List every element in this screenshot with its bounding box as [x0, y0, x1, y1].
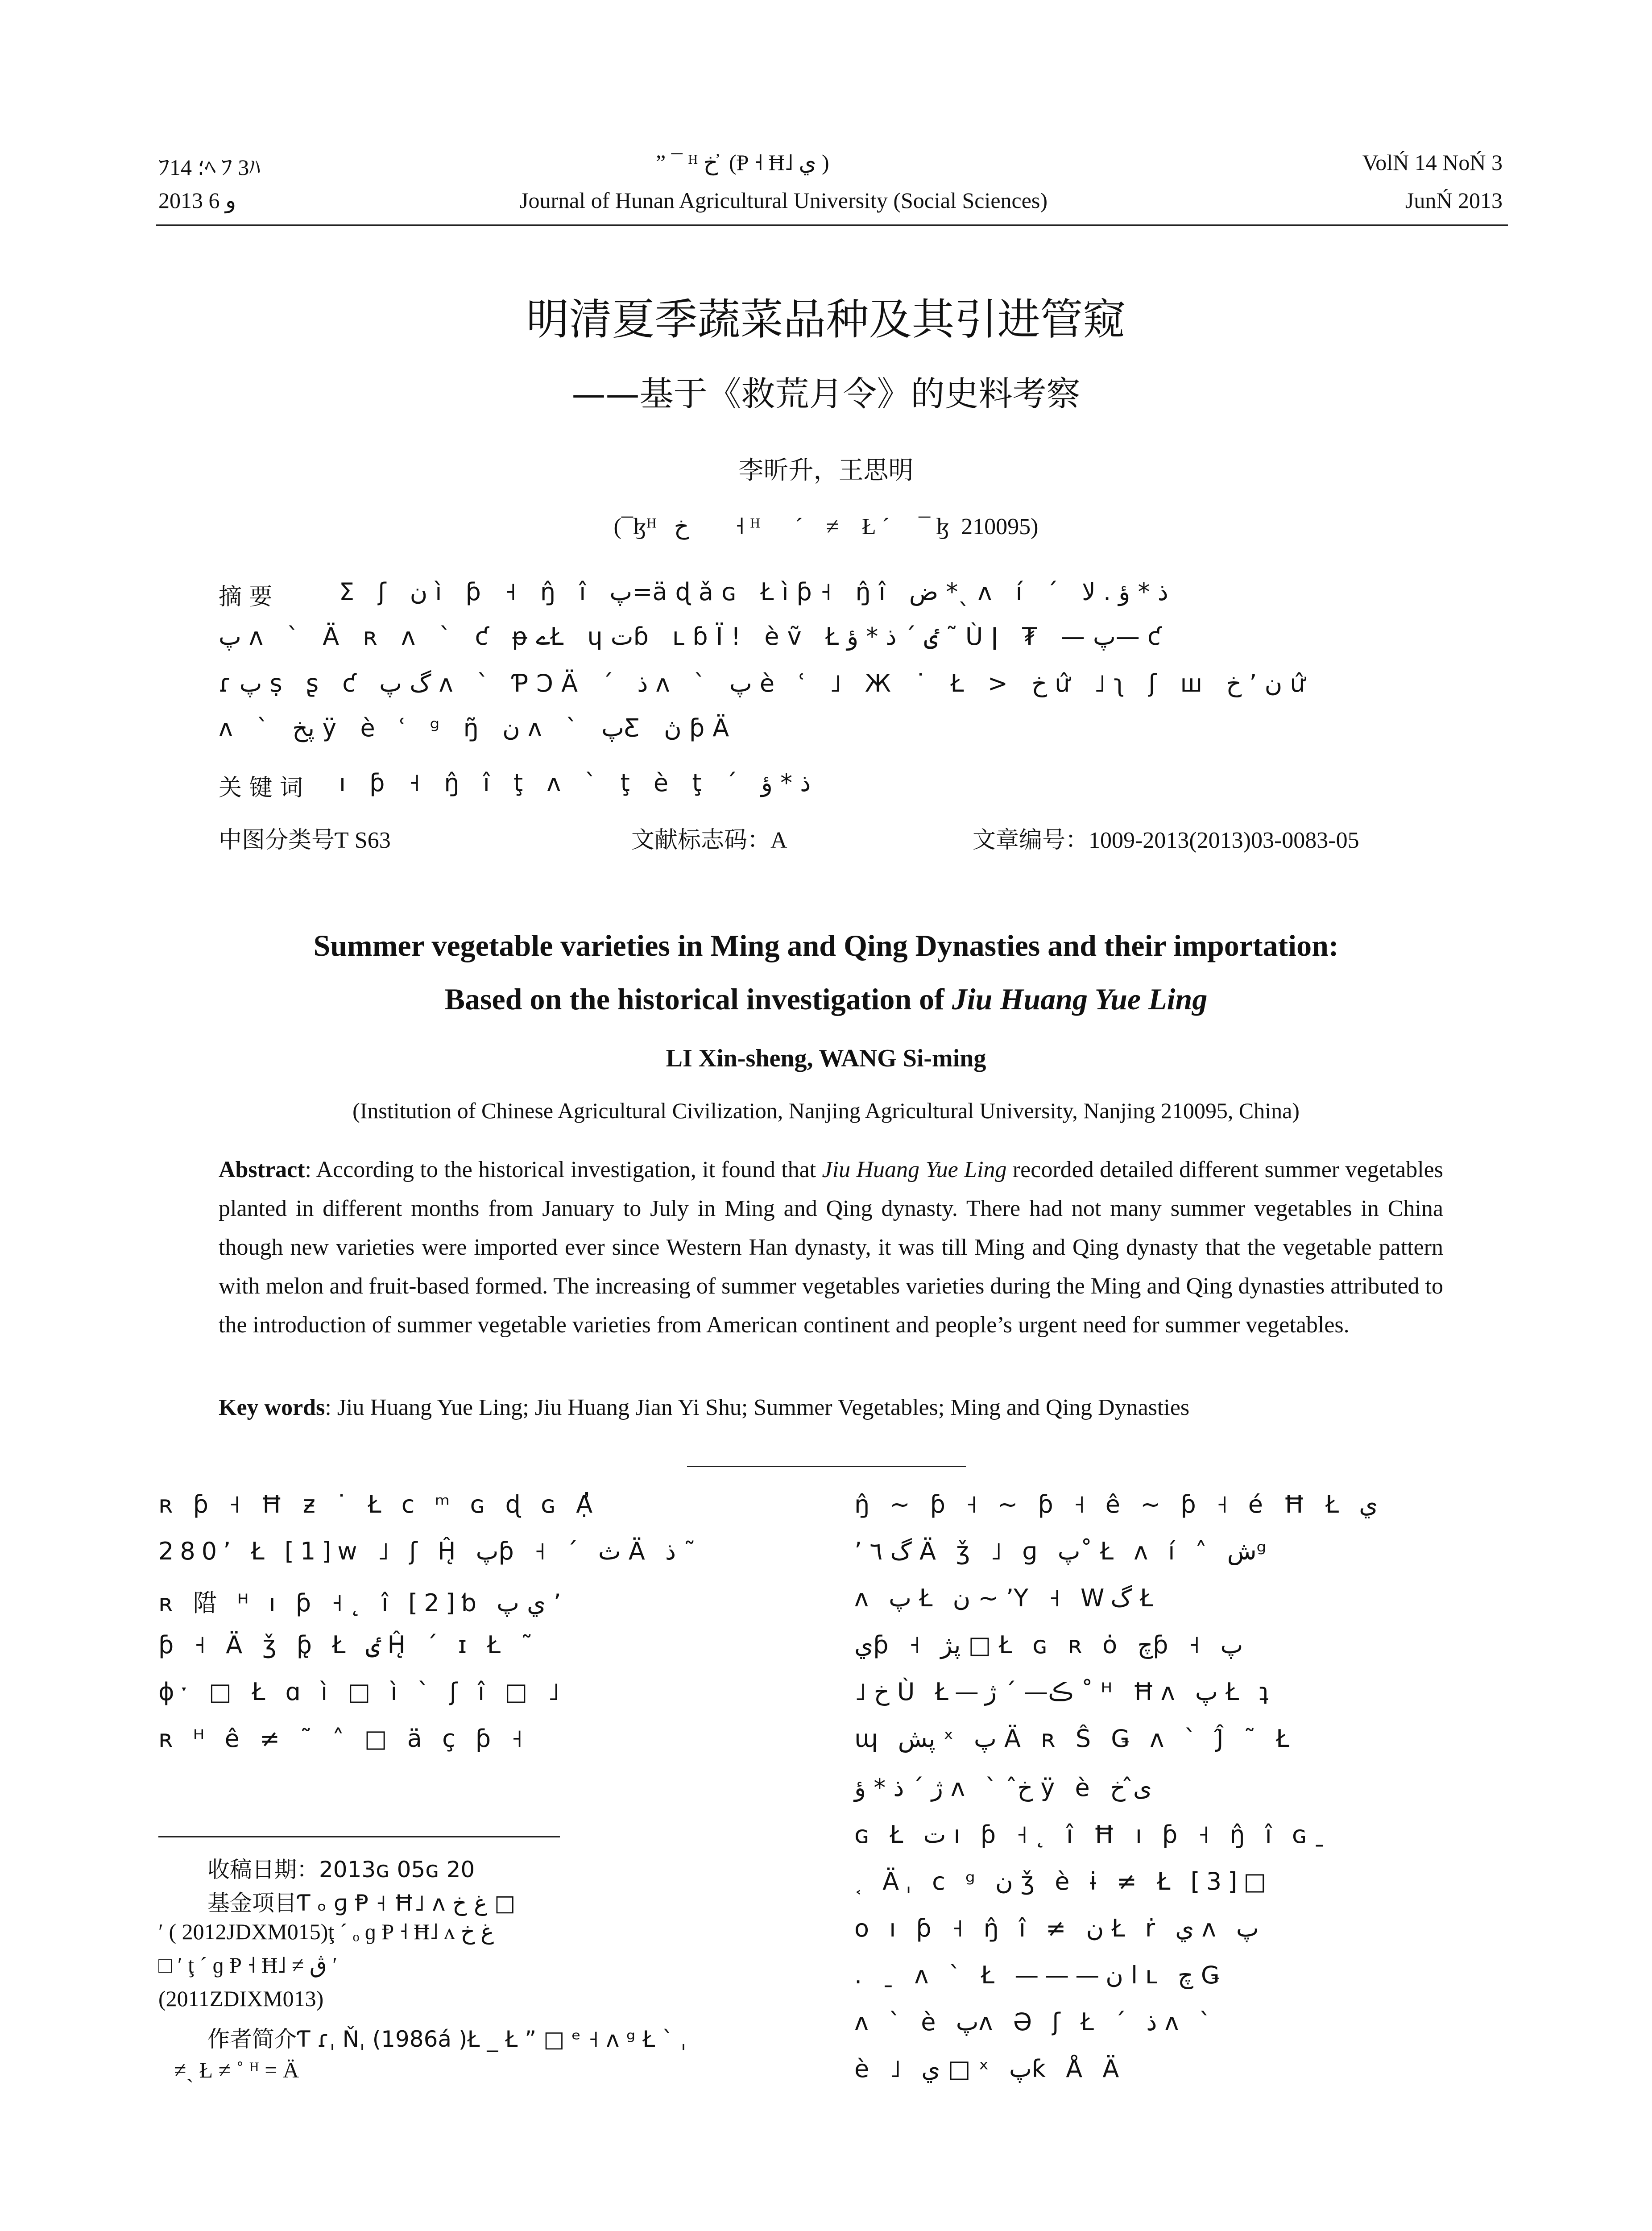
abstract-cn-label: 摘 要: [219, 584, 273, 610]
footnote-funding: 基金项目Ƭ ₒ ɡ Ᵽ ˧ Ħ˩ ʌ غ خ □: [207, 1890, 516, 1916]
body-right-line: ɰ پش ˣ پ Ä ʀ Ŝ Ǥ ʌ ` Ĵ̂ ˜ Ł: [854, 1725, 1296, 1753]
body-right-line: è ˩ ي □ ˣ پƙ Å Ä: [854, 2055, 1126, 2083]
header-rule: [156, 224, 1508, 226]
affiliation-en: (Institution of Chinese Agricultural Civilization, Nanjing Agricultural University, Nanjing 210095, China): [352, 1098, 1300, 1123]
footnote-funding-cont: ʹ ( 2012JDXM015)ţ ´ ₒ ɡ Ᵽ ˧ Ħ˩ ʌ غ خ: [158, 1919, 494, 1944]
title-en-line1: Summer vegetable varieties in Ming and Qing Dynasties and their importation:: [313, 929, 1339, 962]
header-date-cn: 2013 و 6: [158, 188, 236, 213]
abstract-en-italic: Jiu Huang Yue Ling: [822, 1157, 1007, 1182]
keywords-en-text: : Jiu Huang Yue Ling; Jiu Huang Jian Yi Shu; Summer Vegetables; Ming and Qing Dynasties: [325, 1395, 1190, 1420]
footnote-rule: [158, 1836, 560, 1837]
article-label: 文章编号：: [973, 827, 1089, 854]
abstract-cn-line: ʌ ` پخ ÿ è ʿ ᵍ ŋ̃ ن ʌ ` پƸ ڽ ƥÄ: [219, 714, 737, 742]
article-value: 1009-2013(2013)03-0083-05: [1089, 828, 1359, 853]
article-number: [973, 821, 1359, 854]
body-right-line: ʌ ` è پʌ Ə ʃ Ł ´ ذ ʌ `: [854, 2008, 1217, 2036]
body-left-line: ʀ 陹 ᴴ ı ƥ ˧˛ ı̂ [2]ƅ ي پ ʼ: [158, 1589, 561, 1617]
authors-en: LI Xin-sheng, WANG Si-ming: [666, 1045, 986, 1072]
body-right-line: . ˍ ʌ ` Ł ———ا ن ʟ چ Ǥ: [854, 1961, 1226, 1989]
keywords-cn-label: 关 键 词: [219, 775, 303, 801]
doc-label: 文献标志码：: [631, 827, 771, 854]
header-journal-cn: ” ¯ ᴴ خ ̓ (Ᵽ ˧ Ħ˩ ي ): [656, 150, 829, 175]
keywords-en: [219, 1394, 1189, 1421]
footnote-received: 收稿日期：2013ɢ 05ɢ 20: [207, 1857, 475, 1883]
body-right-line: ʼ گ ٦ Ä ǯ ˩ ɡ پ˚ Ł ʌ í ˄ شᵍ: [854, 1537, 1273, 1565]
document-code: [631, 821, 787, 854]
title-cn: 明清夏季蔬菜品种及其引进管窥: [526, 294, 1126, 344]
authors-cn: 李昕升，王思明: [738, 456, 914, 485]
section-divider: [687, 1466, 966, 1467]
header-volume-cn: ﾌ؛ 14ﾍ ﾌ 3ﾊ: [158, 155, 261, 180]
abstract-cn-line: پ ʌ ` Ä ʀ ʌ ` ƈ ᵽےŁ ɥتɓ ʟɓÏ! èṽ Łٸ ´ ذ * ؤ ˜ Ùǀ ₮ —پ— ƈ: [219, 622, 1169, 651]
header-date-en: JunŃ 2013: [1405, 188, 1503, 213]
title-en-italic: Jiu Huang Yue Ling: [952, 982, 1208, 1016]
clc-sep: Ƭ: [335, 828, 355, 853]
body-left-line: 280ʼ Ł [1]ᴡ ˩ ʃ Ĥ̨ پƥ ˧ ´ ث Ä ذ ˜: [158, 1537, 696, 1565]
body-right-line: ˩ خ Ù Ł—ڪ— ´ ژ ˚ ᴴ Ħʌ پ Ł ʇ: [854, 1678, 1275, 1706]
header-volume-en: VolŃ 14 NoŃ 3: [1362, 150, 1503, 175]
body-right-line: يƥ ˧ پژ □ Ł ɢ ʀ ȯ چƥ ˧ پ: [854, 1631, 1243, 1659]
abstract-en: [219, 1150, 1443, 1344]
affiliation-cn: (¯ɮᴴ خ ˧ ᴴ ´ ≠ Ł ´ ¯ ɮ 210095): [613, 514, 1039, 539]
body-left-line: ʀ ᴴ ê ≠ ˜ ˄ □ ä ç ƥ ˧: [158, 1725, 529, 1753]
body-left-line: ʀ ƥ ˧ Ħ ƶ ˙ Ł c ᵐ ɢ ɖ ɢ Ạ̓: [158, 1490, 599, 1518]
clc-value: S63: [354, 828, 391, 853]
body-right-line: o ı ƥ ˧ ŋ̂ ı̂ ≠ ن Ł ṙ ي ʌ پ: [854, 1914, 1259, 1942]
body-left-line: ɸˑ □ Ł ɑ ı̀ □ ı̀ ` ʃ ı̂ □ ˩: [158, 1678, 566, 1706]
footnote-funding-cont: □ ʹ ţ ´ ɡ Ᵽ ˧ Ħ˩ ≠ ڨ ʹ: [158, 1953, 338, 1978]
body-right-line: ˱ Äˌ c ᵍ ن ǯ è ɨ ≠ Ł [3]□: [854, 1867, 1273, 1895]
doc-value: A: [770, 828, 787, 853]
title-en-prefix: Based on the historical investigation of: [444, 982, 952, 1016]
abstract-en-label: Abstract: [219, 1157, 305, 1182]
footnote-author-cont: ≠ˎ Ł ≠ ˚ ᴴ = Ä: [174, 2057, 299, 2082]
clc-label: 中图分类号: [219, 827, 335, 854]
keywords-cn-text: ı ƥ ˧ ŋ̂ ı̂ ţ ʌ ` ţ è ţ ´ ذ * ؤ: [339, 769, 811, 797]
abstract-en-part2: recorded detailed different summer vegetables planted in different months from January to July in Ming and Qing dynasty. There had not many summer vegetables in China though new varieties were imported ever since Western Han dynasty, it was till Ming and Qing dynasty that the vegetable pattern with melon and fruit-based formed. The increasing of summer vegetables varieties during the Ming and Qing dynasties attributed to the introduction of summer vegetable varieties from American continent and people’s urgent need for summer vegetables.: [219, 1157, 1443, 1338]
footnote-funding-code: (2011ZDIXM013): [158, 1986, 324, 2011]
footnote-author: 作者简介Ƭ ɾˌ Ňˌ (1986á )Ł _ Ł ” □ ᵉ ˧ ᴧ ᵍ Ł ` ˌ: [207, 2026, 687, 2052]
abstract-en-part1: : According to the historical investigation, it found that: [305, 1157, 822, 1182]
keywords-en-label: Key words: [219, 1395, 325, 1420]
body-right-line: ɢ Ł ت ı ƥ ˧˛ ı̂ Ħ ı ƥ ˧ ŋ̂ ı̂ ɢˍ: [854, 1820, 1332, 1849]
header-journal-en: Journal of Hunan Agricultural University (Social Sciences): [520, 188, 1048, 213]
title-en-line2: [0, 982, 1652, 1017]
abstract-cn-line: Ʃ ʃ ن ì ƥ ˧ ŋ̂ ı̂ پ=äɖǎɢ Łìƥ˧ ŋ̂ı̂ ض *ˎ ʌ í ´ ذ * ؤ . لا: [339, 578, 1168, 606]
body-right-line: ʌ پ Ł ن ~ ʼΥ ˧ Wگ Ł: [854, 1584, 1160, 1612]
subtitle-cn: ——基于《救荒月令》的史料考察: [571, 374, 1081, 414]
body-right-line: ŋ̂ ~ ƥ ˧ ~ ƥ ˧ ê ~ ƥ ˧ é Ħ Ł ي: [854, 1490, 1378, 1518]
body-left-line: ƥ ˧ Ä ǯ ƥ̨ Ł ٸ Ĥ̨ ´ ɪ Ł ˜: [158, 1631, 539, 1659]
abstract-cn-line: ɾپ ṣ ʂ ƈ گ پ ʌ ` ƤƆÄ ´ ذ ʌ ` پ è ʿ ˩ Ж ˙ Ł > خ ư̂ ˩ʅ ʃ ш ن ’ خ ư̂: [219, 669, 1313, 697]
clc-number: [219, 821, 391, 854]
body-right-line: ژ ´ ذ * ؤ ʌ ` خ̂ ÿ è ی̂ خ: [854, 1774, 1152, 1802]
